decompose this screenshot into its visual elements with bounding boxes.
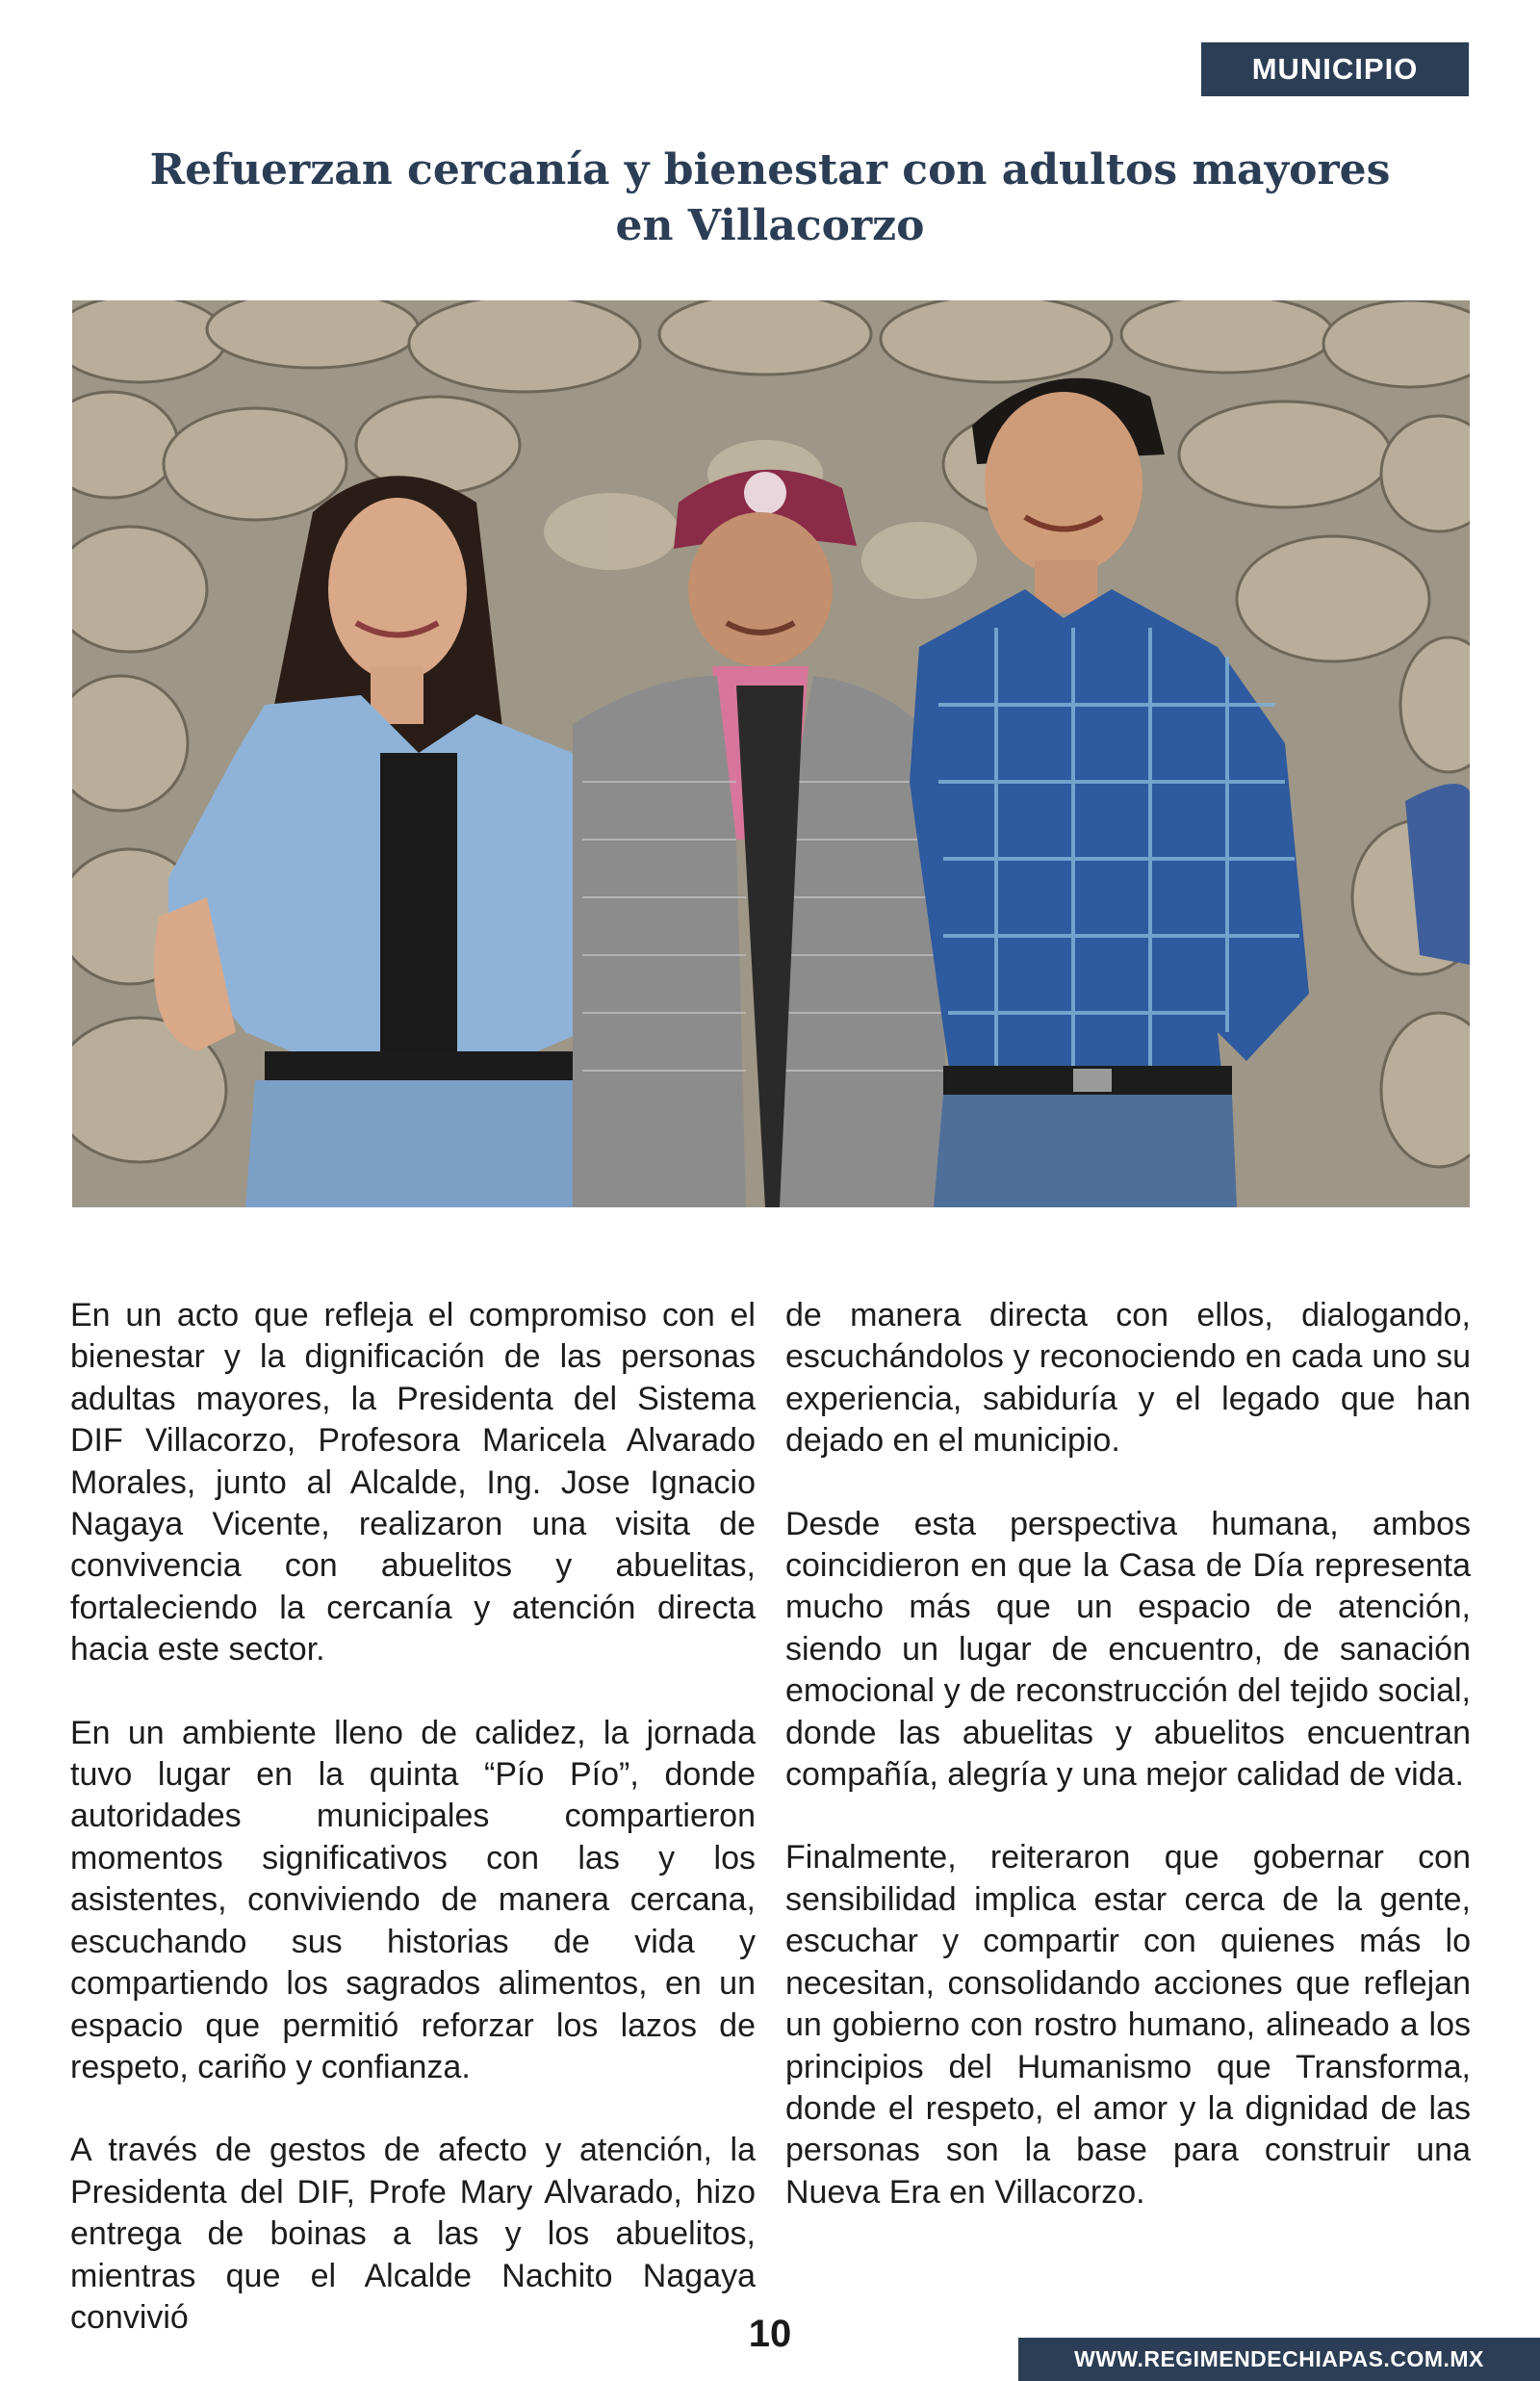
paragraph: En un acto que refleja el compromiso con el bienestar y la dignificación de las personas adultas mayores, la Presidenta del Sistema DIF Villacorzo, Profesora Maricela Alvarado Morales, junto al Alcalde, Ing. Jose Ignacio Nagaya Vicente, realizaron una visita de convivencia con abuelitos y abuelitas, fortaleciendo la cercanía y atención directa hacia este sector. (70, 1297, 756, 1669)
paragraph: Desde esta perspectiva humana, ambos coincidieron en que la Casa de Día representa mucho más que un espacio de atención, siendo un lugar de encuentro, de sanación emocional y de reconstrucción del tejido social, donde las abuelitas y abuelitos encuentran compañía, alegría y una mejor calidad de vida. (785, 1505, 1471, 1794)
paragraph: de manera directa con ellos, dialogando, escuchándolos y reconociendo en cada uno su experiencia, sabiduría y el legado que han dejado en el municipio. (785, 1297, 1471, 1460)
left-column (70, 1295, 756, 2336)
page-number: 10 (748, 2313, 792, 2355)
paragraph: A través de gestos de afecto y atención, la Presidenta del DIF, Profe Mary Alvarado, hizo entrega de boinas a las y los abuelitos, mientras que el Alcalde Nachito Nagaya convivió (70, 2132, 756, 2336)
right-column (785, 1295, 1471, 2287)
group-photo-image (72, 300, 1470, 1207)
section-badge: MUNICIPIO (1201, 42, 1469, 96)
website-footer: WWW.REGIMENDECHIAPAS.COM.MX (1018, 2338, 1540, 2381)
paragraph: Finalmente, reiteraron que gobernar con sensibilidad implica estar cerca de la gente, escuchar y compartir con quienes más lo necesitan, consolidando acciones que reflejan un gobierno con rostro humano, alineado a los principios del Humanismo que Transforma, donde el respeto, el amor y la dignidad de las personas son la base para construir una Nueva Era en Villacorzo. (785, 1839, 1471, 2211)
article-headline: Refuerzan cercanía y bienestar con adultos mayores en Villacorzo (149, 145, 1391, 250)
paragraph: En un ambiente lleno de calidez, la jornada tuvo lugar en la quinta “Pío Pío”, donde autoridades municipales compartieron momentos significativos con las y los asistentes, conviviendo de manera cercana, escuchando sus historias de vida y compartiendo los sagrados alimentos, en un espacio que permitió reforzar los lazos de respeto, cariño y confianza. (70, 1714, 756, 2085)
article-photo (72, 300, 1470, 1207)
